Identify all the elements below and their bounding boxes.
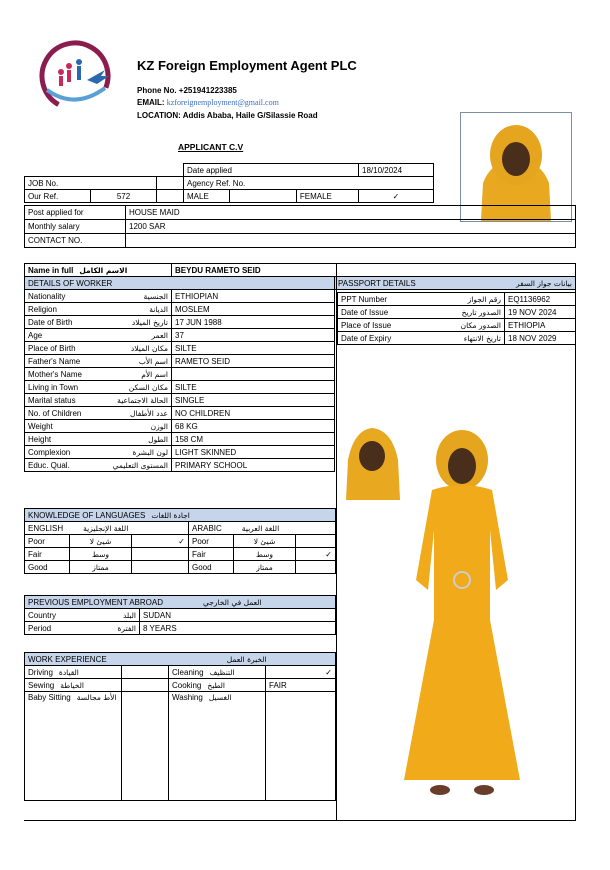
detail-label: Educ. Qual. المستوى التعليمي	[25, 459, 172, 472]
male-label: MALE	[184, 190, 230, 203]
passport-row	[338, 319, 576, 332]
experience-left-label: Driving القيادة	[25, 666, 122, 679]
english-level-check	[132, 548, 189, 561]
agency-phone: Phone No. +251941223385	[137, 86, 237, 95]
previous-header: PREVIOUS EMPLOYMENT ABROAD العمل في الخارجي	[25, 596, 336, 609]
passport-label: Date of Issue الصدور تاريخ	[338, 306, 505, 319]
detail-label: Father's Name اسم الأب	[25, 355, 172, 368]
detail-label: Nationality الجنسية	[25, 290, 172, 303]
arabic-level-check	[296, 561, 336, 574]
experience-left-value	[122, 692, 169, 801]
languages-table	[24, 508, 336, 574]
detail-spacer	[335, 381, 576, 394]
passport-row	[338, 306, 576, 319]
our-ref-value: 572	[91, 190, 157, 203]
email-link[interactable]: kzforeignemployment@gmail.com	[166, 98, 279, 107]
languages-header: KNOWLEDGE OF LANGUAGES اجادة اللغات	[25, 509, 336, 522]
post-table	[24, 205, 576, 248]
detail-value: PRIMARY SCHOOL	[172, 459, 335, 472]
detail-spacer	[335, 407, 576, 420]
detail-value: SINGLE	[172, 394, 335, 407]
detail-value: SILTE	[172, 381, 335, 394]
experience-right-label: Washing الغسيل	[169, 692, 266, 801]
passport-header: PASSPORT DETAILS بيانات جواز السفر	[335, 277, 576, 290]
detail-value: 158 CM	[172, 433, 335, 446]
experience-right-value: FAIR	[266, 679, 336, 692]
female-check: ✓	[359, 190, 434, 203]
detail-value: ETHIOPIAN	[172, 290, 335, 303]
experience-row	[25, 692, 336, 801]
experience-right-value	[266, 692, 336, 801]
salary-value: 1200 SAR	[126, 220, 576, 234]
agency-location: LOCATION: Addis Ababa, Haile G/Silassie Road	[137, 111, 318, 120]
detail-value: MOSLEM	[172, 303, 335, 316]
passport-label: Place of Issue الصدور مكان	[338, 319, 505, 332]
detail-row	[25, 381, 576, 394]
details-header: DETAILS OF WORKER	[25, 277, 335, 290]
passport-row	[338, 332, 576, 345]
detail-spacer	[335, 368, 576, 381]
detail-label: Mother's Name اسم الأم	[25, 368, 172, 381]
name-label: Name in full الاسم الكامل	[25, 264, 172, 277]
contact-value	[126, 234, 576, 248]
period-value: 8 YEARS	[140, 622, 336, 635]
right-border	[575, 263, 576, 820]
experience-header: WORK EXPERIENCE الخبرة العمل	[25, 653, 336, 666]
detail-row	[25, 407, 576, 420]
salary-label: Monthly salary	[25, 220, 126, 234]
bottom-border	[24, 820, 576, 821]
detail-label: Marital status الحالة الاجتماعية	[25, 394, 172, 407]
detail-label: Height الطول	[25, 433, 172, 446]
english-level-label: Fair	[25, 548, 70, 561]
detail-label: Age العمر	[25, 329, 172, 342]
language-level-row	[25, 535, 336, 548]
work-experience-table	[24, 652, 336, 801]
detail-value: RAMETO SEID	[172, 355, 335, 368]
language-level-row	[25, 561, 336, 574]
experience-left-value	[122, 679, 169, 692]
agency-email-line	[137, 98, 279, 107]
english-level-label: Good	[25, 561, 70, 574]
detail-value: 17 JUN 1988	[172, 316, 335, 329]
small-portrait-inset	[346, 428, 400, 500]
detail-value	[172, 368, 335, 381]
passport-table	[337, 292, 576, 345]
detail-value: SILTE	[172, 342, 335, 355]
detail-label: Living in Town مكان السكن	[25, 381, 172, 394]
name-value: BEYDU RAMETO SEID	[172, 264, 576, 277]
previous-employment-table	[24, 595, 336, 635]
detail-value: NO CHILDREN	[172, 407, 335, 420]
period-label: Period الفترة	[25, 622, 140, 635]
arabic-level-label: Poor	[189, 535, 234, 548]
contact-label: CONTACT NO.	[25, 234, 126, 248]
detail-label: No. of Children عدد الأطفال	[25, 407, 172, 420]
detail-row	[25, 355, 576, 368]
column-divider	[336, 263, 337, 820]
detail-label: Date of Birth تاريخ الميلاد	[25, 316, 172, 329]
english-col-header: ENGLISH اللغة الإنجليزية	[25, 522, 189, 535]
detail-row	[25, 394, 576, 407]
passport-value: ETHIOPIA	[505, 319, 576, 332]
country-value: SUDAN	[140, 609, 336, 622]
top-info-table	[24, 163, 434, 203]
post-value: HOUSE MAID	[126, 206, 576, 220]
arabic-level-ar: وسط	[234, 548, 296, 561]
detail-label: Weight الوزن	[25, 420, 172, 433]
experience-left-value	[122, 666, 169, 679]
passport-value: 19 NOV 2024	[505, 306, 576, 319]
experience-right-label: Cleaning التنظيف	[169, 666, 266, 679]
country-label: Country البلد	[25, 609, 140, 622]
arabic-level-label: Good	[189, 561, 234, 574]
detail-spacer	[335, 355, 576, 368]
arabic-level-check	[296, 535, 336, 548]
our-ref-label: Our Ref.	[25, 190, 91, 203]
experience-left-label: Baby Sitting الأط مجالسة	[25, 692, 122, 801]
arabic-level-ar: شيئ لا	[234, 535, 296, 548]
passport-row	[338, 293, 576, 306]
arabic-level-label: Fair	[189, 548, 234, 561]
english-level-check	[132, 561, 189, 574]
agency-name: KZ Foreign Employment Agent PLC	[137, 58, 357, 73]
detail-spacer	[335, 394, 576, 407]
passport-value: EQ1136962	[505, 293, 576, 306]
agency-ref-label: Agency Ref. No.	[184, 177, 434, 190]
experience-left-label: Sewing الخياطة	[25, 679, 122, 692]
female-label: FEMALE	[296, 190, 358, 203]
language-level-row	[25, 548, 336, 561]
passport-label: PPT Number رقم الجواز	[338, 293, 505, 306]
arabic-level-check: ✓	[296, 548, 336, 561]
experience-row	[25, 679, 336, 692]
english-level-check: ✓	[132, 535, 189, 548]
detail-label: Place of Birth مكان الميلاد	[25, 342, 172, 355]
date-applied-value: 18/10/2024	[359, 164, 434, 177]
post-label: Post applied for	[25, 206, 126, 220]
detail-label: Religion الديانة	[25, 303, 172, 316]
experience-right-value: ✓	[266, 666, 336, 679]
passport-value: 18 NOV 2029	[505, 332, 576, 345]
applicant-full-photo	[340, 420, 576, 820]
experience-right-label: Cooking الطبخ	[169, 679, 266, 692]
detail-label: Complexion لون البشرة	[25, 446, 172, 459]
experience-row	[25, 666, 336, 679]
job-no-label: JOB No.	[25, 177, 157, 190]
agency-logo	[35, 40, 117, 112]
english-level-ar: وسط	[70, 548, 132, 561]
detail-value: LIGHT SKINNED	[172, 446, 335, 459]
english-level-label: Poor	[25, 535, 70, 548]
arabic-level-ar: ممتاز	[234, 561, 296, 574]
date-applied-label: Date applied	[184, 164, 359, 177]
passport-label: Date of Expiry تاريخ الانتهاء	[338, 332, 505, 345]
cv-title: APPLICANT C.V	[178, 142, 244, 152]
detail-value: 37	[172, 329, 335, 342]
arabic-col-header: ARABIC اللغة العربية	[189, 522, 336, 535]
detail-row	[25, 368, 576, 381]
english-level-ar: شيئ لا	[70, 535, 132, 548]
email-label: EMAIL:	[137, 98, 165, 107]
detail-value: 68 KG	[172, 420, 335, 433]
english-level-ar: ممتاز	[70, 561, 132, 574]
